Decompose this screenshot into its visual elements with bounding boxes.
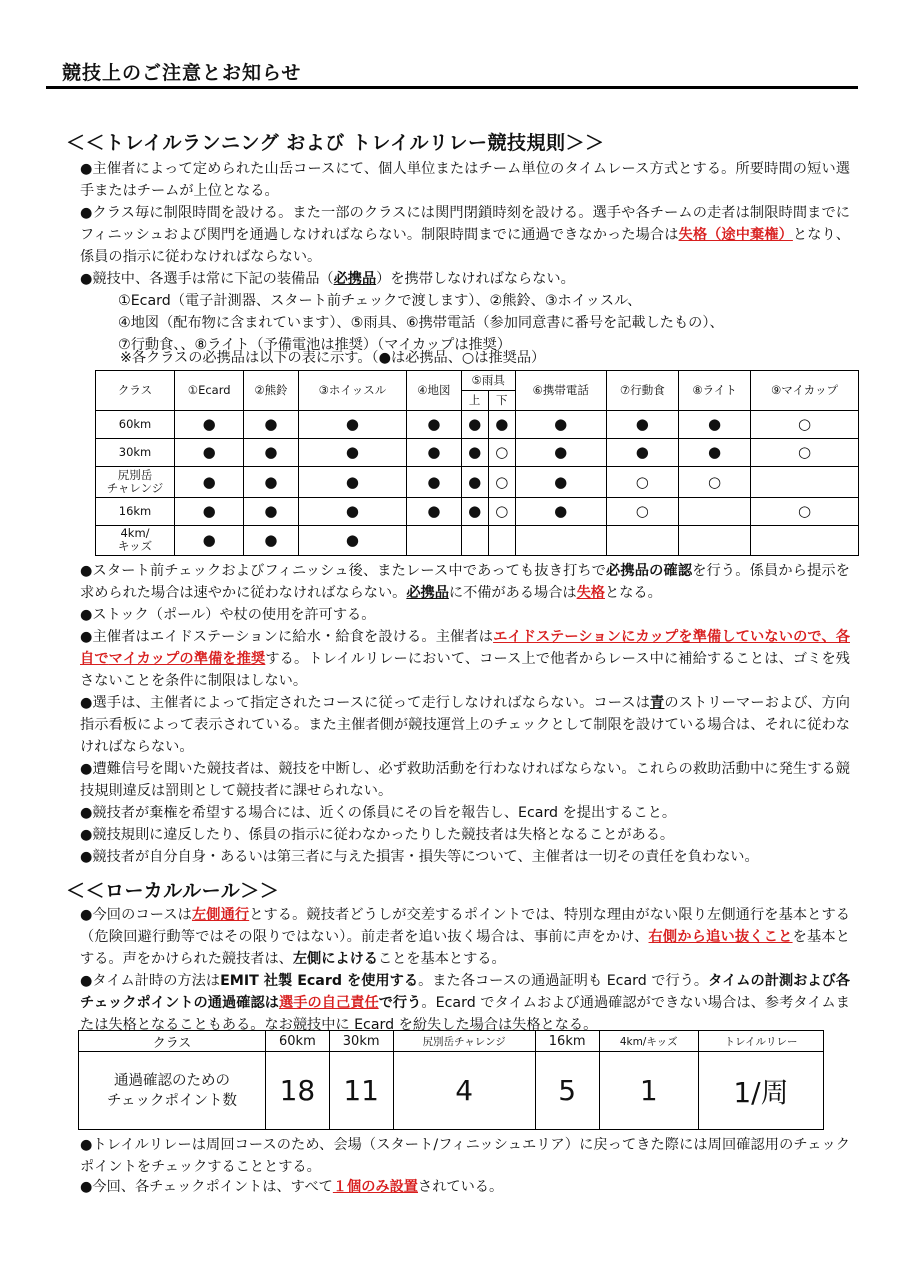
rule-paragraph-9: ●競技者が棄権を希望する場合には、近くの係員にその旨を報告し、Ecard を提出すること。 xyxy=(80,805,677,821)
cp-row-label: 通過確認のための チェックポイント数 xyxy=(79,1052,266,1130)
items-line-1: ①Ecard（電子計測器、スタート前チェックで渡します）、②熊鈴、③ホイッスル、 xyxy=(118,293,642,309)
cp-header-4km-kids: 4km/キッズ xyxy=(599,1031,698,1052)
cp-header-16km: 16km xyxy=(535,1031,599,1052)
cp-header-60km: 60km xyxy=(266,1031,330,1052)
table-row: 16km ● ● ● ● ● ○ ● ○ ○ xyxy=(96,497,859,525)
rule-paragraph-8: ●遭難信号を聞いた競技者は、競技を中断し、必ず救助活動を行わなければならない。これらの救助活動中に発生する競技規則違反は罰則として競技者に課せられない。 xyxy=(80,761,850,799)
title-divider xyxy=(46,86,858,89)
eq-header-rain-top: 上 xyxy=(461,391,488,411)
table-row: 尻別岳 チャレンジ ● ● ● ● ● ○ ● ○ ○ xyxy=(96,467,859,497)
page-title: 競技上のご注意とお知らせ xyxy=(62,62,302,84)
local-rule-4: ●今回、各チェックポイントは、すべて１個のみ設置されている。 xyxy=(80,1179,504,1195)
items-line-3: ⑦行動食、、⑧ライト（予備電池は推奨）（マイカップは推奨） xyxy=(118,337,512,353)
rule-paragraph-5: ●ストック（ポール）や杖の使用を許可する。 xyxy=(80,607,376,623)
rule-paragraph-4: ●スタート前チェックおよびフィニッシュ後、またレース中であっても抜き打ちで必携品の確認を行う。係員から提示を求められた場合は速やかに従わなければならない。必携品に不備がある場合は失格となる。 xyxy=(80,563,850,601)
rule-paragraph-6: ●主催者はエイドステーションに給水・給食を設ける。主催者はエイドステーションにカップを準備していないので、各自でマイカップの準備を推奨する。トレイルリレーにおいて、コース上で他者からレース中に補給することは、ゴミを残さないことを条件に制限はしない。 xyxy=(80,629,850,689)
eq-header-whistle: ③ホイッスル xyxy=(298,371,407,411)
rules-section-title: ＜＜トレイルランニング および トレイルリレー競技規則＞＞ xyxy=(66,132,605,154)
cp-header-relay: トレイルリレー xyxy=(698,1031,823,1052)
items-note: ※各クラスの必携品は以下の表に示す。（●は必携品、○は推奨品） xyxy=(120,350,546,366)
disqualify-emphasis: 失格（途中棄権） xyxy=(678,227,793,243)
eq-header-map: ④地図 xyxy=(407,371,461,411)
cp-header-class: クラス xyxy=(79,1031,266,1052)
table-row: 30km ● ● ● ● ● ○ ● ● ● ○ xyxy=(96,439,859,467)
local-rule-3: ●トレイルリレーは周回コースのため、会場（スタート/フィニッシュエリア）に戻ってきた際には周回確認用のチェックポイントをチェックすることとする。 xyxy=(80,1137,850,1175)
eq-header-phone: ⑥携帯電話 xyxy=(515,371,606,411)
eq-header-class: クラス xyxy=(96,371,175,411)
local-rule-2: ●タイム計時の方法はEMIT 社製 Ecard を使用する。また各コースの通過証明も Ecard で行う。タイムの計測および各チェックポイントの通過確認は選手の自己責任で行う。Ecard でタイムおよび通過確認ができない場合は、参考タイムまたは失格となることもある。なお競技中に Ecard を紛失した場合は失格となる。 xyxy=(80,973,850,1033)
checkpoint-table xyxy=(78,1030,824,1130)
rule-paragraph-2: ●クラス毎に制限時間を設ける。また一部のクラスには関門閉鎖時刻を設ける。選手や各チームの走者は制限時間までにフィニッシュおよび関門を通過しなければならない。制限時間までに通過できなかった場合は失格（途中棄権）となり、係員の指示に従わなければならない。 xyxy=(80,205,850,265)
rule-paragraph-7: ●選手は、主催者によって指定されたコースに従って走行しなければならない。コースは青のストリーマーおよび、方向指示看板によって表示されている。また主催者側が競技運営上のチェックとして制限を設けている場合は、それに従わなければならない。 xyxy=(80,695,850,755)
equipment-table xyxy=(95,370,859,556)
eq-header-rain: ⑤雨具 xyxy=(461,371,515,391)
eq-header-ecard: ①Ecard xyxy=(175,371,244,411)
cp-header-challenge: 尻別岳チャレンジ xyxy=(393,1031,535,1052)
cp-header-30km: 30km xyxy=(329,1031,393,1052)
rule-paragraph-10: ●競技規則に違反したり、係員の指示に従わなかったりした競技者は失格となることがある。 xyxy=(80,827,675,843)
rule-paragraph-11: ●競技者が自分自身・あるいは第三者に与えた損害・損失等について、主催者は一切その責任を負わない。 xyxy=(80,849,759,865)
table-row: 60km ● ● ● ● ● ● ● ● ● ○ xyxy=(96,411,859,439)
eq-header-cup: ⑨マイカップ xyxy=(751,371,859,411)
table-row: 通過確認のための チェックポイント数 18 11 4 5 1 1/周 xyxy=(79,1052,824,1130)
eq-header-food: ⑦行動食 xyxy=(606,371,679,411)
eq-header-light: ⑧ライト xyxy=(679,371,751,411)
rule-paragraph-3: ●競技中、各選手は常に下記の装備品（必携品）を携帯しなければならない。 xyxy=(80,271,575,287)
eq-header-bell: ②熊鈴 xyxy=(244,371,298,411)
local-rule-1: ●今回のコースは左側通行とする。競技者どうしが交差するポイントでは、特別な理由がない限り左側通行を基本とする（危険回避行動等ではその限りではない）。前走者を追い抜く場合は、事前に声をかけ、右側から追い抜くことを基本とする。声をかけられた競技者は、左側によけることを基本とする。 xyxy=(80,907,850,967)
items-line-2: ④地図（配布物に含まれています）、⑤雨具、⑥携帯電話（参加同意書に番号を記載したもの）、 xyxy=(118,315,724,331)
eq-header-rain-bottom: 下 xyxy=(488,391,515,411)
rule-paragraph-1: ●主催者によって定められた山岳コースにて、個人単位またはチーム単位のタイムレース方式とする。所要時間の短い選手またはチームが上位となる。 xyxy=(80,161,850,199)
required-items-emphasis: 必携品 xyxy=(333,271,377,287)
local-rules-section-title: ＜＜ローカルルール＞＞ xyxy=(66,880,280,902)
table-row: 4km/ キッズ ● ● ● xyxy=(96,525,859,555)
